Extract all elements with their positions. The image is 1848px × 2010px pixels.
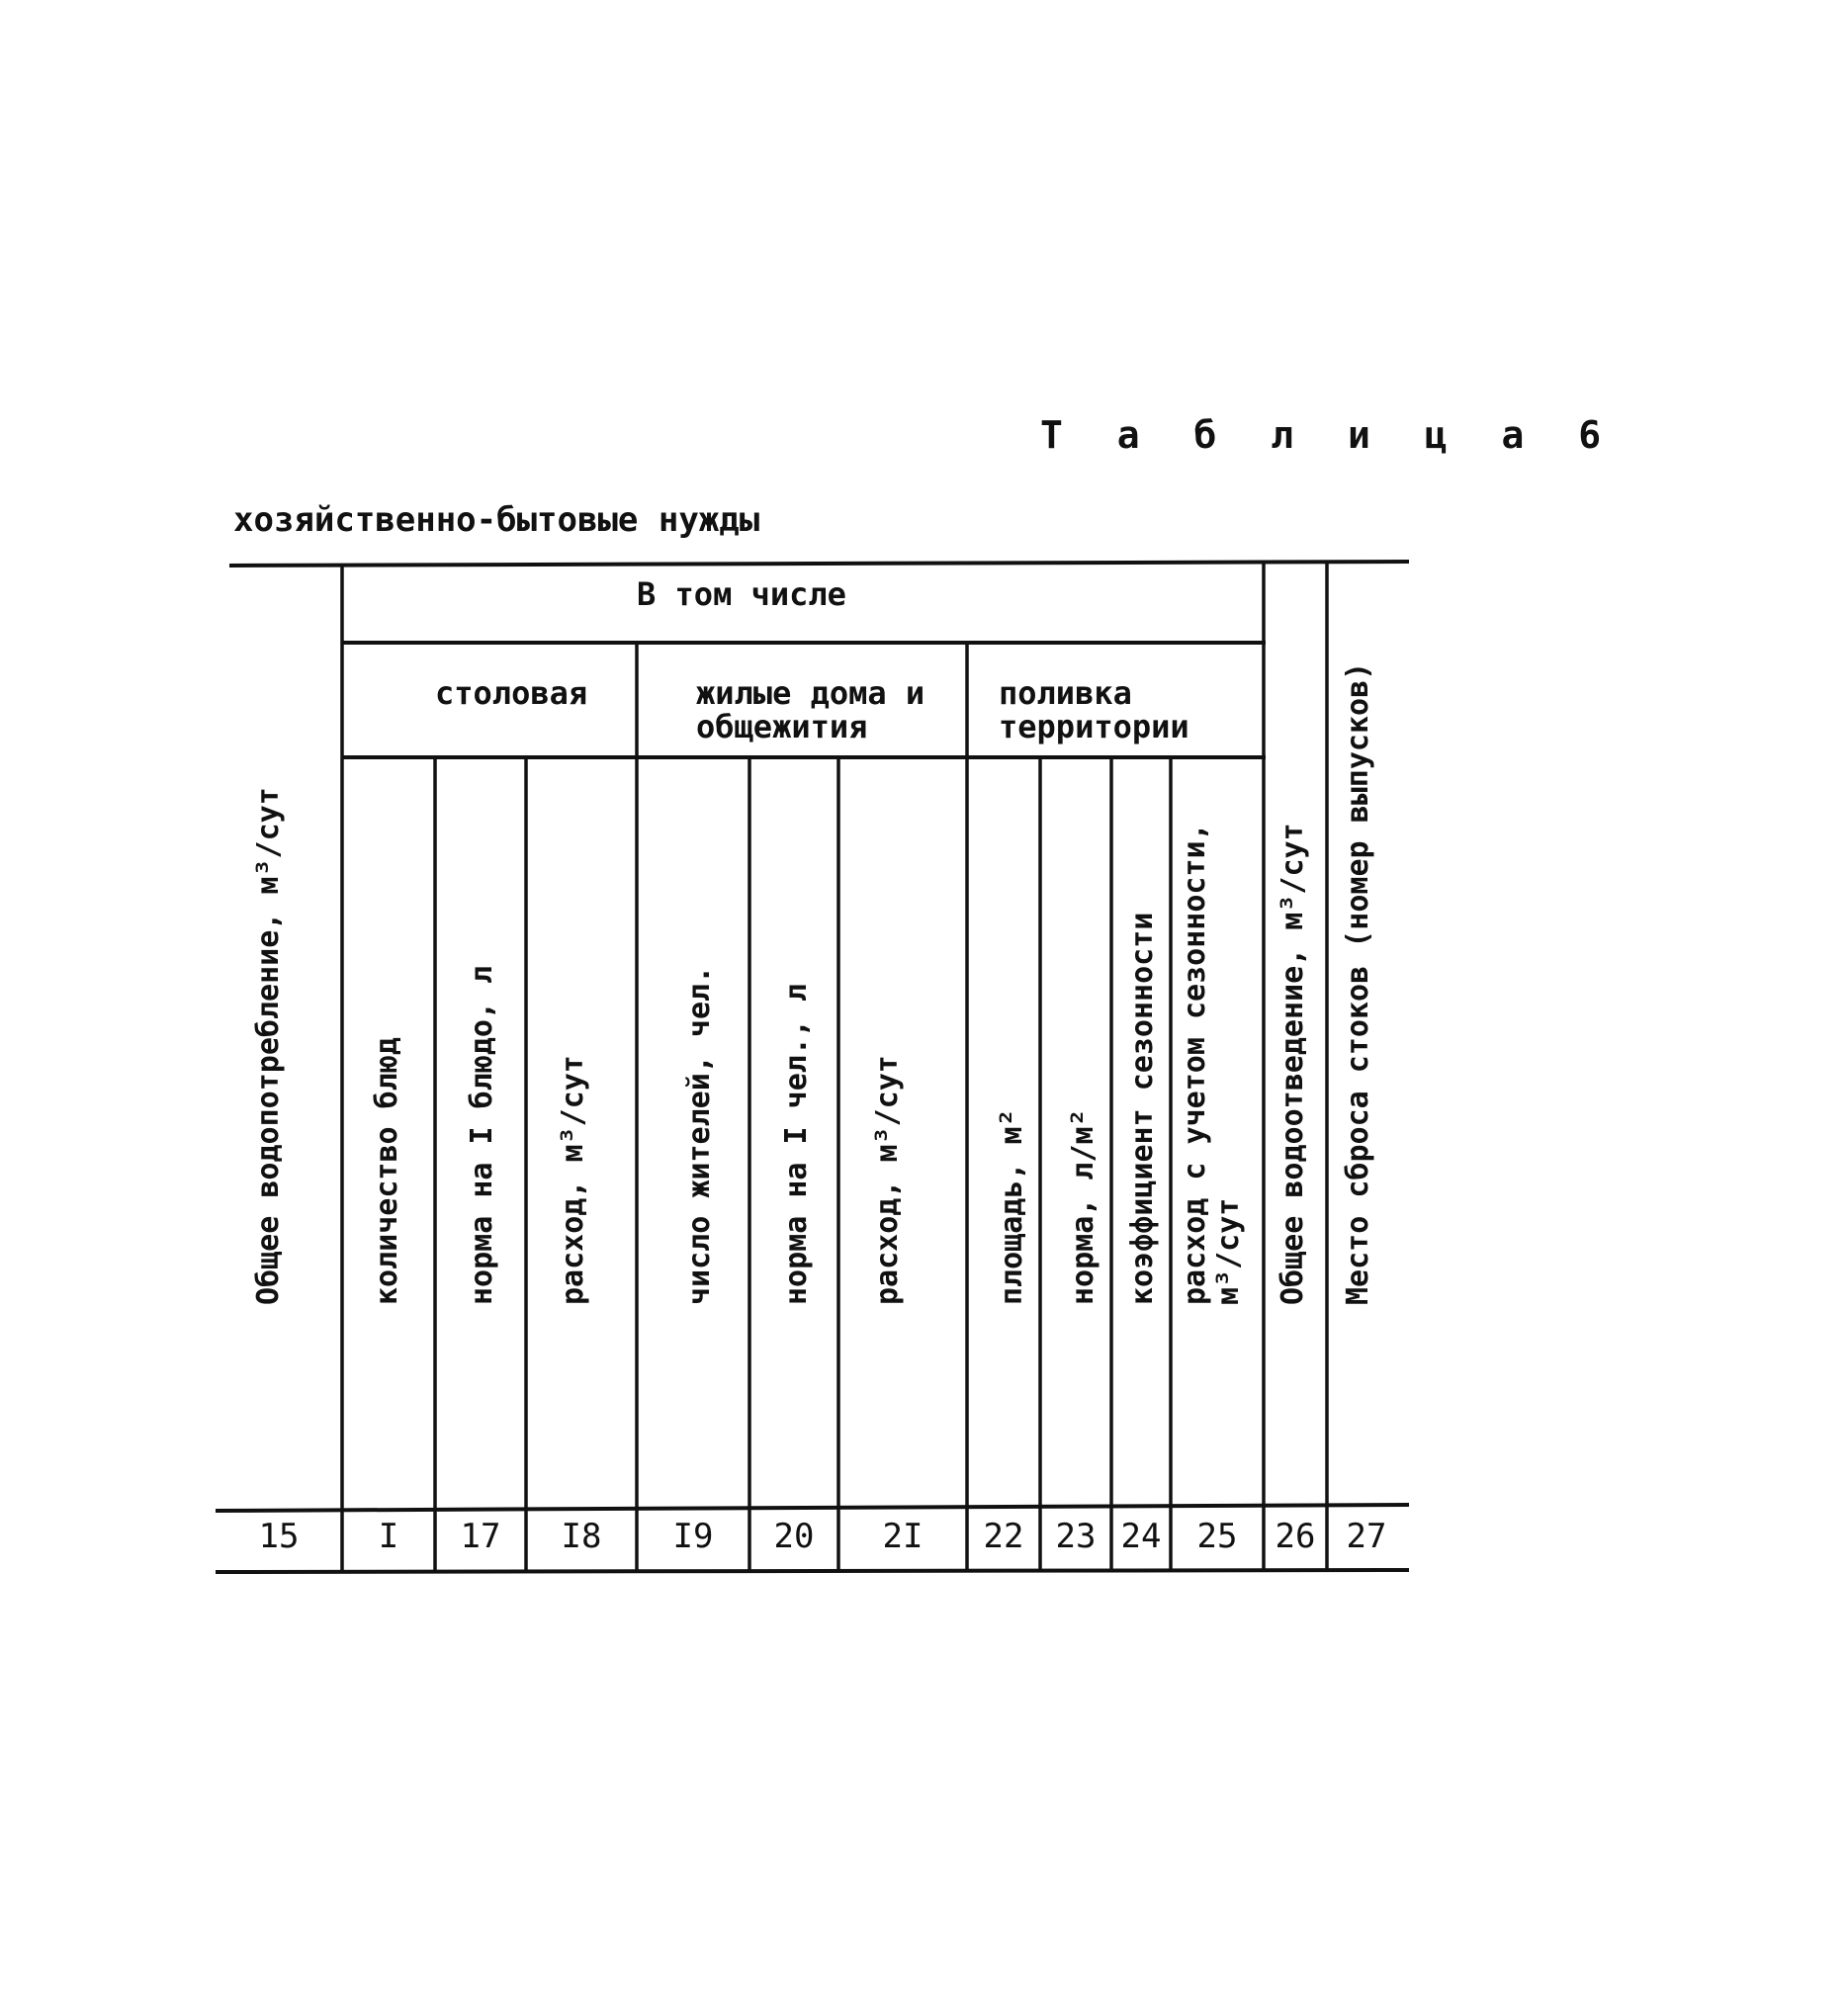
- table-title: Т а б л и ц а 6: [1040, 413, 1618, 457]
- col-header-total-discharge: Общее водоотведение, м³/сут: [1276, 823, 1310, 1305]
- subgroup-canteen: столовая: [435, 674, 588, 712]
- col-number: 22: [983, 1517, 1024, 1556]
- col-header-area-norm: норма, л/м²: [1066, 1108, 1100, 1305]
- col-number: 24: [1120, 1517, 1162, 1556]
- table-caption: хозяйственно-бытовые нужды: [233, 500, 760, 540]
- top-rule: [229, 562, 1409, 566]
- group-header: В том числе: [637, 575, 846, 613]
- col-header-housing-flow: расход, м³/сут: [870, 1055, 905, 1305]
- rule-above-numbers: [216, 1505, 1409, 1511]
- col-header-total-consumption: Общее водопотребление, м³/сут: [251, 787, 286, 1305]
- col-header-area: площадь, м²: [995, 1108, 1029, 1305]
- col-header-residents: число жителей, чел.: [682, 965, 717, 1305]
- subgroup-watering: поливка территории: [999, 674, 1189, 745]
- col-header-canteen-flow: расход, м³/сут: [556, 1055, 590, 1305]
- col-header-dish-norm: норма на I блюдо, л: [465, 965, 499, 1305]
- col-header-season-flow: расход с учетом сезонности, м³/сут: [1178, 823, 1246, 1305]
- subgroup-housing: жилые дома и общежития: [696, 674, 925, 745]
- col-number: 15: [258, 1517, 300, 1556]
- col-number: I8: [561, 1517, 602, 1556]
- col-number: 23: [1055, 1517, 1097, 1556]
- col-number: 27: [1346, 1517, 1387, 1556]
- col-number: 2I: [882, 1517, 924, 1556]
- bottom-rule: [216, 1570, 1409, 1572]
- col-header-person-norm: норма на I чел., л: [779, 983, 814, 1305]
- col-header-dish-count: количество блюд: [370, 1037, 404, 1305]
- col-number: 20: [773, 1517, 815, 1556]
- col-number: I: [378, 1517, 399, 1556]
- col-number: 17: [460, 1517, 501, 1556]
- col-header-season-coef: коэффициент сезонности: [1125, 912, 1160, 1305]
- col-header-discharge-place: Место сброса стоков (номер выпусков): [1341, 661, 1375, 1305]
- col-number: 26: [1275, 1517, 1316, 1556]
- col-number: I9: [672, 1517, 714, 1556]
- col-number: 25: [1196, 1517, 1238, 1556]
